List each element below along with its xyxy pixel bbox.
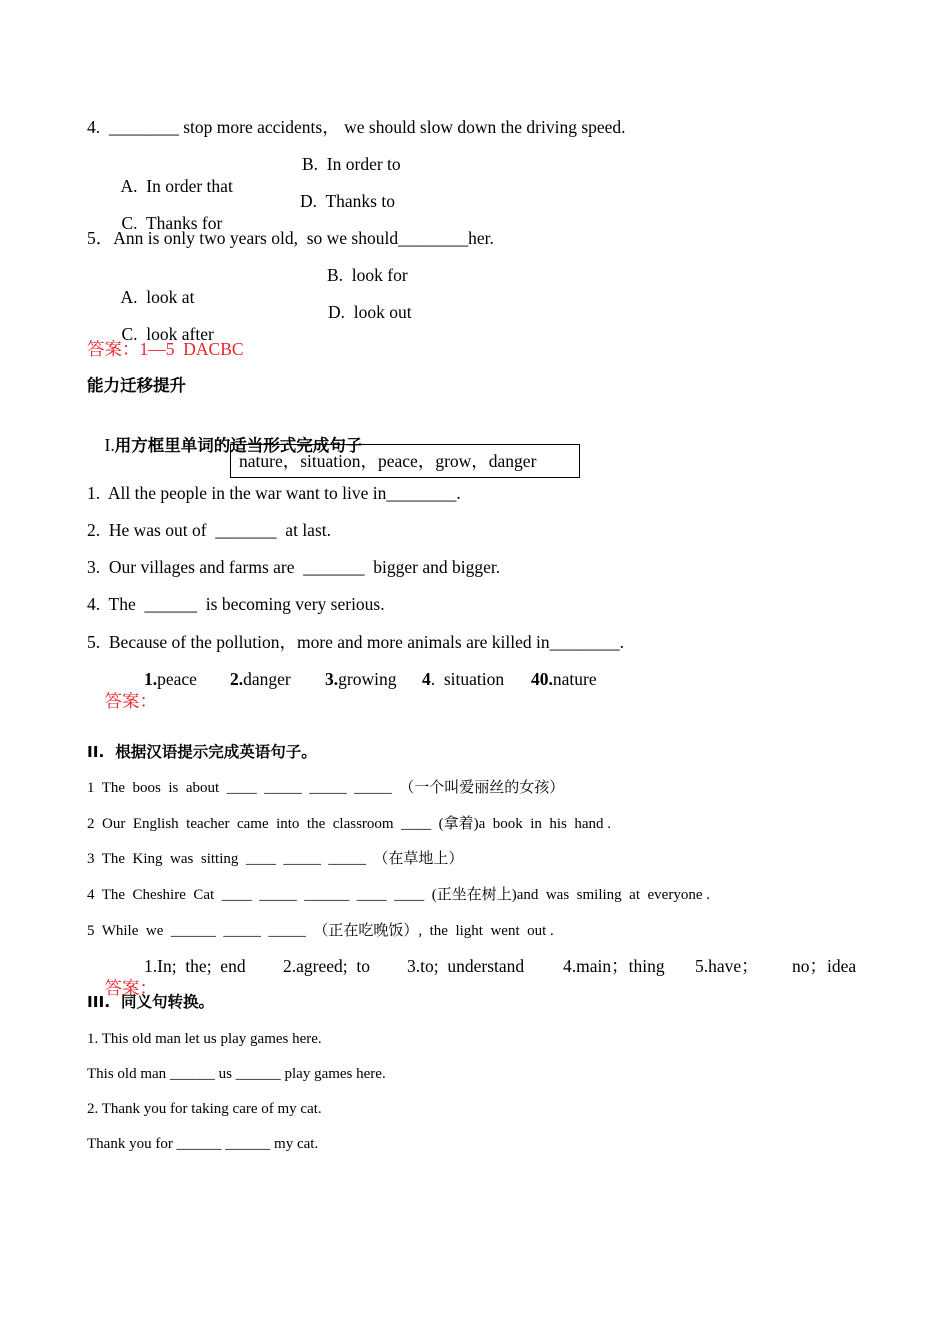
part3-answer-2: 2.agreed; to	[283, 956, 370, 976]
part2-roman: I.	[104, 435, 115, 455]
part3-answer-3: 3.to; understand	[407, 956, 525, 976]
part2-answer-3: 3.growing	[325, 669, 397, 689]
part4-item-4: Thank you for ______ ______ my cat.	[87, 1136, 319, 1152]
part4-title: III. 同义句转换。	[87, 993, 214, 1011]
part2-item-1: 1. All the people in the war want to live in________.	[87, 483, 461, 503]
part4-item-1: 1. This old man let us play games here.	[87, 1031, 322, 1047]
part2-item-3: 3. Our villages and farms are _______ bigger and bigger.	[87, 557, 501, 577]
part2-answer-5: 40.nature	[531, 669, 597, 689]
part3-title: II. 根据汉语提示完成英语句子。	[87, 743, 317, 761]
question-4-stem: 4. ________ stop more accidents， we should slow down the driving speed.	[87, 117, 626, 137]
part2-item-2: 2. He was out of _______ at last.	[87, 520, 331, 540]
part2-answer-4: 4. situation	[422, 669, 505, 689]
option-5d: D. look out	[328, 302, 412, 322]
word-box: nature，situation，peace，grow，danger	[230, 444, 580, 478]
section-title: 能力迁移提升	[87, 376, 186, 395]
part2-answer-2: 2.danger	[230, 669, 291, 689]
question-5-stem: 5．Ann is only two years old, so we should________her.	[87, 228, 494, 248]
part4-item-3: 2. Thank you for taking care of my cat.	[87, 1101, 322, 1117]
option-5b: B. look for	[327, 265, 408, 285]
part3-answer-label: 答案：	[104, 978, 157, 998]
part2-answer-label: 答案：	[104, 691, 157, 711]
option-4b: B. In order to	[302, 154, 401, 174]
part2-title-text: 用方框里单词的适当形式完成句子	[114, 436, 363, 455]
option-5a: A. look at	[120, 287, 195, 307]
option-4d: D. Thanks to	[300, 191, 395, 211]
part3-item-3: 3 The King was sitting ____ _____ _____ （在草地上）	[87, 851, 464, 867]
part3-item-5: 5 While we ______ _____ _____ （正在吃晚饭）, the light went out .	[87, 923, 554, 939]
part2-item-4: 4. The ______ is becoming very serious.	[87, 594, 385, 614]
part3-item-2: 2 Our English teacher came into the classroom ____ (拿着)a book in his hand .	[87, 816, 612, 832]
option-4c: C. Thanks for	[121, 213, 223, 233]
part2-item-5: 5. Because of the pollution，more and more animals are killed in________.	[87, 632, 625, 652]
option-5c: C. look after	[121, 324, 214, 344]
part3-item-4: 4 The Cheshire Cat ____ _____ ______ ____ ____ (正坐在树上)and was smiling at everyone .	[87, 887, 710, 903]
part2-answer-1: 1.peace	[144, 669, 197, 689]
part3-answer-6: no；idea	[792, 956, 857, 976]
part3-item-1: 1 The boos is about ____ _____ _____ _____ （一个叫爱丽丝的女孩）	[87, 780, 565, 796]
part1-answer: 答案：1—5 DACBC	[87, 339, 244, 359]
part3-answer-4: 4.main；thing	[563, 956, 665, 976]
part3-answer-5: 5.have；	[695, 956, 759, 976]
part3-answer-1: 1.In; the; end	[144, 956, 246, 976]
option-4a: A. In order that	[120, 176, 233, 196]
part4-item-2: This old man ______ us ______ play games here.	[87, 1066, 386, 1082]
